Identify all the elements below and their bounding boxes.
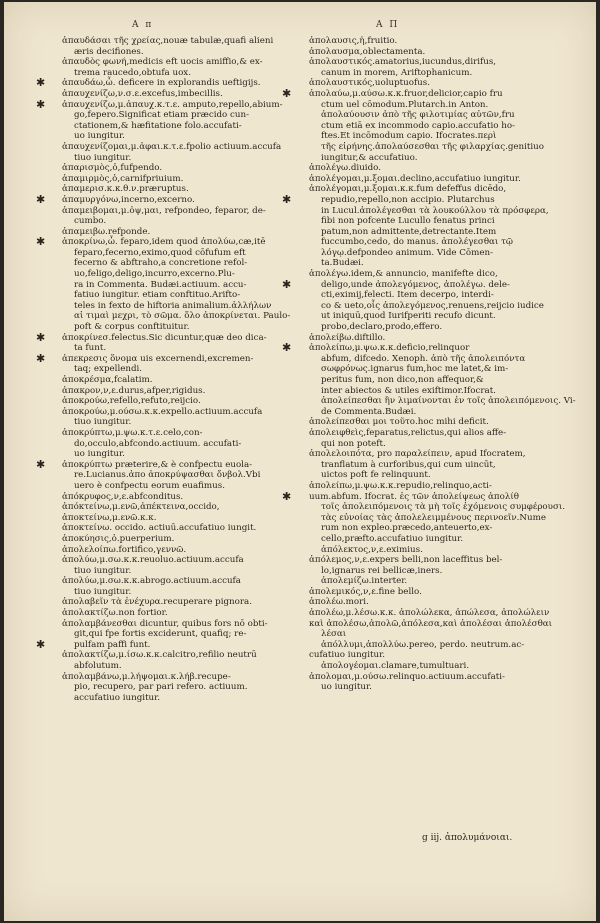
entry-line: καὶ ἀπολέσω,ἀπολῶ,ἀπόλεσα,καὶ ἀπολέσαι ἀπολέσθαι <box>309 618 553 629</box>
entry-line: ἀπολομαι,μ.ούσω.relinquo.actiuum.accufati- <box>309 671 505 682</box>
entry-line: ἀπολεμίζω.interter. <box>321 576 408 587</box>
entry-line: ἀπαυχενίζω,ν.σ.ε.excefus,imbecillis. <box>62 88 223 99</box>
entry-line: ἀπολειφθεὶς,feparatus,relictus,qui alios affe- <box>309 427 507 438</box>
entry-line: uo iungitur. <box>74 449 125 460</box>
entry-line: ἀπαμυργόνω,incerno,excerno. <box>62 194 195 205</box>
entry-line: cufatiuo iungitur. <box>309 650 386 661</box>
entry-line: pulfam paffi funt. <box>74 639 151 650</box>
entry-line: uum.abfum. Ifocrat. ἐς τῶν ἀπολείψεως ἀπολίθ <box>309 491 520 502</box>
entry-line: ἀπεκρεσις ὅνομα uis excernendi,excremen- <box>62 353 254 364</box>
entry-line: ἀπαυδάσαι τῆς χρείας,nouæ tabulæ,quafi alieni <box>62 36 274 46</box>
asterisk-marker-icon: ✱ <box>282 489 292 503</box>
entry-line: ta.Budæi. <box>321 258 364 269</box>
entry-line: uo iungitur. <box>74 131 125 142</box>
entry-line: deligo,unde ἀπολεγόμενος, ἀπολέγω. dele- <box>321 279 510 290</box>
entry-line: ἀπολαυσις,ἡ,fruitio. <box>309 36 398 46</box>
entry-line: ἀπολαυστικός,uoluptuofus. <box>309 78 430 89</box>
asterisk-marker-icon: ✱ <box>36 458 46 471</box>
entry-line: ἀπαμερισ.κ.κ.θ.ν.præruptus. <box>62 184 189 195</box>
entry-line: de Commenta.Budæi. <box>321 406 417 417</box>
dictionary-column-left <box>36 36 294 703</box>
entry-line: uo iungitur. <box>321 682 372 693</box>
entry-line: uictos poft fe relinquunt. <box>321 470 431 481</box>
entry-line: ἀπολείπω,μ.ψω.κ.κ.deficio,relinquor <box>309 343 470 354</box>
entry-line: ta funt. <box>74 343 107 354</box>
entry-line: ἀπολέω.mori. <box>309 597 369 608</box>
entry-line: git,qui fpe fortis exciderunt, quafiq; re- <box>74 629 247 640</box>
entry-line: re.Lucianus.ἀπο ἀποκρύψασθαι ὄνβολ.Vbi <box>74 470 261 481</box>
entry-line: do,occulo,abfcondo.actiuum. accufati- <box>74 438 242 449</box>
entry-line: ἀπόλεκτος,ν,ε.eximius. <box>321 544 423 555</box>
entry-line: ἀπολαυσμα,oblectamenta. <box>309 46 426 57</box>
entry-line: ἀποκρύπτω,μ.ψω.κ.τ.ε.celo,con- <box>62 427 203 438</box>
entry-line: qui non poteft. <box>321 438 386 449</box>
entry-line: peritus fum, non dico,non affequor,& <box>321 375 484 385</box>
entry-line: ἀπολελοίπω.fortifico,γεννῶ. <box>62 544 187 555</box>
entry-line: ftes.Et incōmodum capio. Ifocrates.περὶ <box>321 131 497 142</box>
entry-line: ἀπολέγω.idem,& annuncio, manifefte dico, <box>309 269 498 280</box>
entry-line: σωφρόνως.ignarus fum,hoc me latet,& im- <box>321 364 509 375</box>
entry-line: ἀπακρον,ν,ε.durus,afper,rigidus. <box>62 385 206 396</box>
asterisk-marker-icon: ✱ <box>282 193 292 206</box>
entry-line: repudio,repello,non accipio. Plutarchus <box>321 194 495 205</box>
entry-line: τῆς εἰρήνης.ἀπολαύσεσθαι τῆς φιλαρχίας.genitiuo <box>321 141 544 152</box>
asterisk-marker-icon: ✱ <box>36 193 46 206</box>
entry-line: canum in morem, Ariftophanicum. <box>321 67 473 78</box>
entry-line: ctum uel cōmodum.Plutarch.in Anton. <box>321 99 489 110</box>
entry-line: ἀποκρίνεσ.felectus.Sic dicuntur,quæ deo dica- <box>62 332 267 343</box>
entry-line: ἀπολέγομαι,μ.ξομαι.declino,accufatiuo iungitur. <box>309 173 521 184</box>
entry-line: ἀπολαμβάνεσθαι dicuntur, quibus fors nō obti- <box>62 618 268 629</box>
entry-line: ἀποκρέσμα,fcalatim. <box>62 375 153 385</box>
book-page <box>4 2 596 921</box>
asterisk-marker-icon: ✱ <box>36 76 46 90</box>
entry-line: inter abiectos & utiles exiftimor.Ifocrat. <box>321 385 496 396</box>
entry-line: pio, recupero, par pari refero. actiuum. <box>74 682 248 693</box>
asterisk-marker-icon: ✱ <box>282 277 292 291</box>
entry-line: ἀποκρούω,μ.ούσω.κ.κ.expello.actiuum.accufa <box>62 406 263 417</box>
entry-line: uo,feligo,deligo,incurro,excerno.Plu- <box>74 269 235 280</box>
entry-line: ἀπολογέομαι.clamare,tumultuari. <box>321 661 470 672</box>
entry-line: fecerno & abftraho,a concretione refol- <box>74 258 248 269</box>
entry-line: ἀπαμειβω.refponde. <box>62 226 151 237</box>
entry-line: ἀπαυδὸς φωνή,medicis eft uocis amiffio,& ex- <box>62 57 263 68</box>
entry-line: ἀπολείβω.diftillo. <box>309 332 386 343</box>
entry-line: ἀπολαβεῖν τὰ ἐνέχυρα.recuperare pignora. <box>62 597 252 608</box>
entry-line: ἀπολείπω,μ.ψω.κ.κ.repudio,relinquo,acti- <box>309 480 492 491</box>
asterisk-marker-icon: ✱ <box>36 352 46 365</box>
entry-line: poft & corpus conftituitur. <box>74 322 190 333</box>
asterisk-marker-icon: ✱ <box>36 638 46 652</box>
asterisk-marker-icon: ✱ <box>36 330 46 344</box>
entry-line: rum non expleo.præcedo,anteuerto,ex- <box>321 523 493 534</box>
entry-line: αἱ τιμαὶ μεχρι, τὸ σῶμα. ὅλο ἀποκρίνεται. Paulo- <box>74 311 291 322</box>
signature-mark: g iij. ἀπολυμάνοιαι. <box>422 833 513 843</box>
entry-line: ἀπόκτείνω,μ.ενῶ,ἀπέκτεινα,occido, <box>62 502 220 513</box>
entry-line: feparo,fecerno,eximo,quod cōfufum eft <box>74 247 246 258</box>
entry-line: ἀπολακτίζω,μ.ίσω.κ.κ.calcitro,refilio neutrū <box>62 650 257 661</box>
entry-line: ἀπολείπεσθαι μοι τοῦτο.hoc mihi deficit. <box>309 417 489 428</box>
entry-line: patum,non admittente,detrectante.Item <box>321 226 497 237</box>
entry-line: ἀπόλεμος,ν,ε.expers belli,non laceffitus bel- <box>309 555 503 566</box>
entry-line: fuccumbo,cedo, do manus. ἀπολέγεσθαι τῷ <box>321 237 513 248</box>
entry-line: trema raucedo,obtufa uox. <box>74 67 191 78</box>
entry-line: ἀποκτείνω,μ.ενῶ.κ.κ. <box>62 512 157 523</box>
entry-line: ἀπαμειβομαι,μ.ὀψ,μαι, refpondeo, feparor, de- <box>62 205 266 216</box>
entry-line: fatiuo iungitur. etiam conftituo.Arifto- <box>74 290 241 301</box>
entry-line: co & ueto,οἷς ἀπολεγόμενος,renuens,reijcio iudice <box>321 300 544 311</box>
dictionary-column-right <box>282 36 576 693</box>
entry-line: τὰς εὐνοίας τὰς ἀπολελειμμένους περινοεῖν.Nume <box>321 512 546 523</box>
entry-line: ἀποκρίνω,ὦ. feparo,idem quod ἀπολύω,cæ,itē <box>62 237 266 248</box>
entry-line: ἀπολεμικός,ν,ε.fine bello. <box>309 586 422 597</box>
entry-line: accufatiuo iungitur. <box>74 692 161 703</box>
entry-line: fibi non pofcente Lucullo fenatus princi <box>321 216 495 227</box>
entry-line: cumbo. <box>74 216 107 227</box>
entry-line: tiuo iungitur. <box>74 417 132 428</box>
entry-line: ἀπολύω,μ.σω.κ.κ.abrogo.actiuum.accufa <box>62 576 241 587</box>
asterisk-marker-icon: ✱ <box>282 87 292 100</box>
entry-line: ctationem,& hæfitatione folo.accufati- <box>74 120 242 131</box>
entry-line: ἀπολέω,μ.λέσω.κ.κ. ἀπολώλεκα, ἀπώλεσα, ἀπολώλειν <box>309 608 550 619</box>
entry-line: tiuo iungitur. <box>74 586 132 597</box>
asterisk-marker-icon: ✱ <box>282 341 292 355</box>
entry-line: taq; expellendi. <box>74 364 143 375</box>
entry-line: ra in Commenta. Budæi.actiuum. accu- <box>74 279 247 290</box>
entry-line: ἀπολαυστικός.amatorius,iucundus,dirifus, <box>309 57 497 68</box>
running-header-left: A π <box>132 20 154 30</box>
entry-line: ἀποκτείνω. occido. actiuū.accufatiuo iungit. <box>62 523 257 534</box>
entry-line: teles in fexto de hiftoria animalium.ἀλλήλων <box>74 300 272 311</box>
entry-line: ἀπολελοιπότα, pro παραλείπειν, apud Ifocratem, <box>309 449 526 460</box>
entry-line: ctum etiā ex incommodo capio.accufatio ho- <box>321 120 515 131</box>
entry-line: abfum, difcedo. Xenoph. ἀπὸ τῆς ἀπολειπόντα <box>321 353 526 364</box>
entry-line: ἀπαυχενίζομαι,μ.ἀφαι.κ.τ.ε.fpolio actiuum.accufa <box>62 141 282 152</box>
entry-line: cti,eximij,felecti. Item decerpo, interdi- <box>321 290 494 301</box>
entry-line: ἀπολέγω.diuido. <box>309 163 381 174</box>
asterisk-marker-icon: ✱ <box>36 235 46 249</box>
entry-line: ἀπαμιρμὸς,ὁ,carnifpriuium. <box>62 173 184 184</box>
entry-line: go,fepero.Significat etiam præcido cun- <box>74 110 250 121</box>
entry-line: in Lucul.ἀπολέγεσθαι τὰ λουκούλλου τὰ πρόσφερα, <box>321 205 549 216</box>
entry-line: ἀπολέγομαι,μ.ξομαι.κ.κ.fum defeffus dicēdo, <box>309 184 507 195</box>
entry-line: ἀπαυχενίζω,μ.ἀπαυχ.κ.τ.ε. amputo,repello,abium- <box>62 99 283 110</box>
entry-line: abfolutum. <box>74 661 122 672</box>
entry-line: ἀπολαύω,μ.αύσω.κ.κ.fruor,delicior,capio fru <box>309 88 503 99</box>
entry-line: cello,præfto.accufatiuo iungitur. <box>321 533 464 544</box>
entry-line: ἀποκρύπτω præterire,& è confpectu euola- <box>62 459 253 470</box>
entry-line: ἀπόκρυφος,ν,ε.abfconditus. <box>62 491 184 502</box>
entry-line: æris decifiones. <box>74 46 144 57</box>
entry-line: lo,ignarus rei bellicæ,iners. <box>321 565 443 576</box>
entry-line: iungitur,& accufatiuo. <box>321 152 418 163</box>
entry-line: ἀποκύησις,ὁ.puerperium. <box>62 533 175 544</box>
entry-line: tranflatum à curforibus,qui cum uincūt, <box>321 459 496 470</box>
entry-line: ἀπολαύουσιν ἀπὸ τῆς φιλοτιμίας αὐτῶν,fru <box>321 110 515 121</box>
entry-line: τοῖς ἀπολειπόμενοις τὰ μὴ τοῖς ἐχόμενοις συμφέρουσι. <box>321 502 566 513</box>
running-header-right: A Π <box>376 20 400 30</box>
entry-line: ἀπαυδάω,ὦ. deficere in explorandis ueftigijs. <box>62 78 261 89</box>
entry-line: ἀπόλλυμι,ἀπολλύω.pereo, perdo. neutrum.ac- <box>321 639 525 650</box>
entry-line: ἀποκρούω,refello,refuto,reijcio. <box>62 396 201 407</box>
entry-line: ἀπαρισμὸς,ὁ,fufpendo. <box>62 163 163 174</box>
entry-line: ἀπολαμβάνω,μ.λήψομαι.κ.λήβ.recupe- <box>62 671 231 682</box>
entry-line: tiuo iungitur. <box>74 565 132 576</box>
entry-line: ut iniquū,quod Iurifperiti recufo dicunt. <box>321 311 496 322</box>
entry-line: tiuo iungitur. <box>74 152 132 163</box>
entry-line: λέσαι <box>321 629 347 640</box>
entry-line: λόγῳ.defpondeo animum. Vide Cōmen- <box>321 247 494 258</box>
entry-line: probo,declaro,prodo,effero. <box>321 322 443 333</box>
entry-line: ἀπολύω,μ.σω.κ.κ.reuoluo.actiuum.accufa <box>62 555 244 566</box>
asterisk-marker-icon: ✱ <box>36 97 46 111</box>
entry-line: ἀπολείπεσθαι ἢν λιμαίνονται ἐν τοῖς ἀπολειπόμενοις. Vi- <box>321 396 576 407</box>
entry-line: uero è confpectu eorum euafimus. <box>74 480 225 491</box>
entry-line: ἀπολακτίζω.non fortior. <box>62 608 168 619</box>
